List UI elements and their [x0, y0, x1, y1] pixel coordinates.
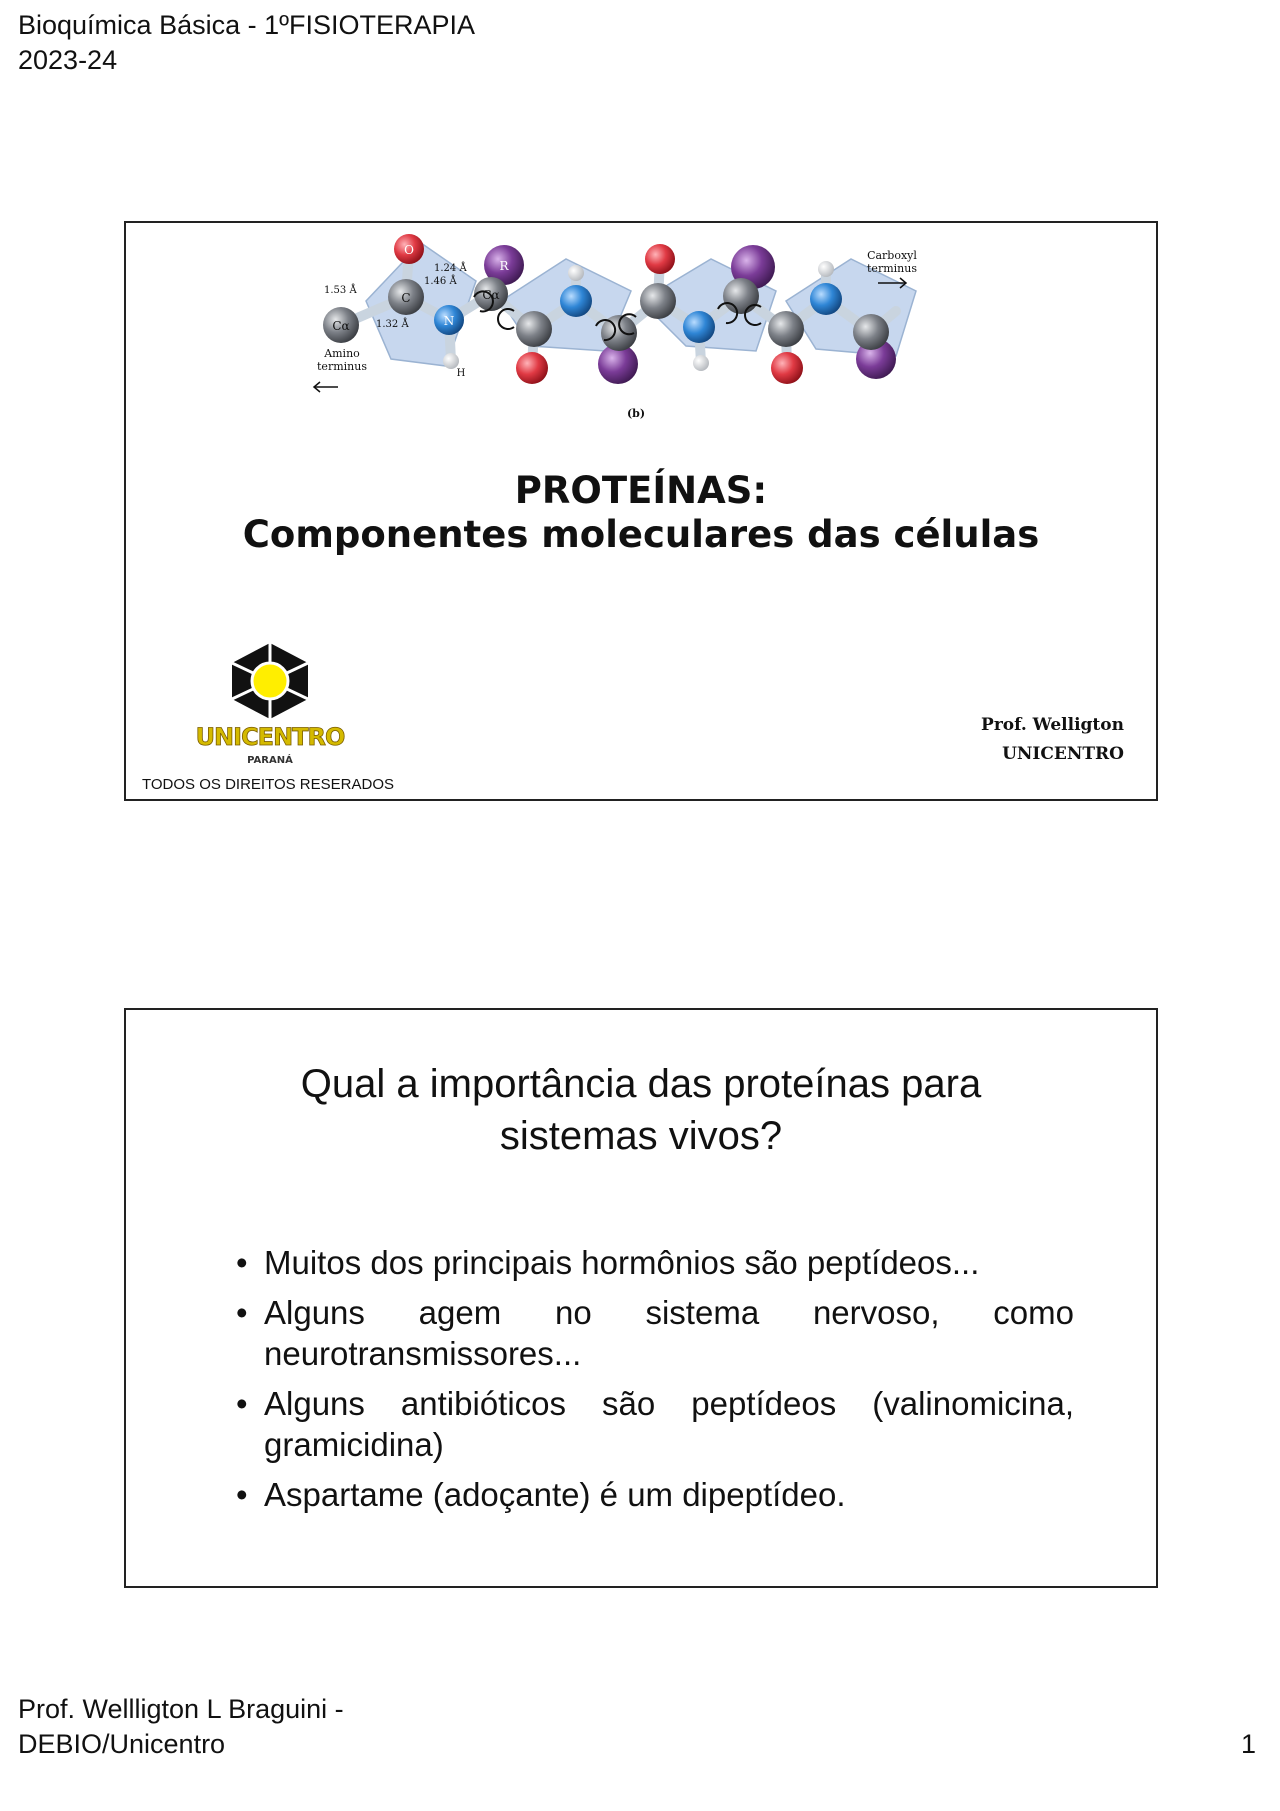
footer-author: Prof. Wellligton L Braguini -: [18, 1694, 344, 1724]
title-slide: [124, 221, 1158, 801]
label-alpha-carbon-2: Cα: [482, 288, 500, 302]
bond-length-1: 1.24 Å: [434, 263, 467, 274]
unicentro-logo: [190, 641, 350, 771]
bullet-list: [236, 1242, 1074, 1524]
bond-length-4: 1.32 Å: [376, 319, 409, 330]
professor-name: Prof. Welligton: [981, 715, 1124, 735]
label-alpha-carbon-1: Cα: [332, 319, 350, 333]
slide-title: [126, 469, 1156, 557]
label-carbon: C: [401, 291, 411, 305]
bond-length-3: 1.53 Å: [324, 285, 357, 296]
amino-terminus-line1: Amino: [324, 347, 360, 360]
label-oxygen: O: [404, 243, 414, 257]
course-title: Bioquímica Básica - 1ºFISIOTERAPIA: [18, 10, 476, 40]
slide-question: [126, 1058, 1156, 1162]
bullet-item: • Alguns antibióticos são peptídeos (valinomicina, gramicidina): [236, 1383, 1074, 1465]
institution-name: UNICENTRO: [1002, 744, 1124, 764]
label-nitrogen: N: [443, 314, 455, 328]
academic-year: 2023-24: [18, 45, 118, 75]
carboxyl-terminus-line2: terminus: [867, 262, 917, 275]
footer-department: DEBIO/Unicentro: [18, 1729, 226, 1759]
logo-subtitle: PARANÁ: [247, 755, 293, 766]
carboxyl-terminus-line1: Carboxyl: [867, 249, 917, 262]
question-slide: [124, 1008, 1158, 1588]
page-footer: [18, 1692, 344, 1762]
rights-notice: TODOS OS DIREITOS RESERADOS: [142, 776, 394, 793]
bullet-item: • Alguns agem no sistema nervoso, como neurotransmissores...: [236, 1292, 1074, 1374]
bullet-item: • Muitos dos principais hormônios são peptídeos...: [236, 1242, 1074, 1283]
amino-terminus-line2: terminus: [317, 360, 367, 373]
question-line-1: Qual a importância das proteínas para: [300, 1062, 982, 1106]
logo-name: UNICENTRO: [195, 723, 345, 751]
label-r-group: R: [499, 259, 509, 273]
peptide-chain-figure: [306, 231, 996, 431]
figure-caption: (b): [626, 407, 646, 420]
bond-length-2: 1.46 Å: [424, 276, 457, 287]
page-header: [18, 8, 475, 78]
page-number: 1: [1240, 1729, 1256, 1759]
title-line-1: PROTEÍNAS:: [514, 469, 768, 512]
question-line-2: sistemas vivos?: [499, 1114, 783, 1158]
label-hydrogen: H: [456, 368, 466, 379]
title-line-2: Componentes moleculares das células: [242, 513, 1040, 556]
bullet-item: • Aspartame (adoçante) é um dipeptídeo.: [236, 1474, 1074, 1515]
